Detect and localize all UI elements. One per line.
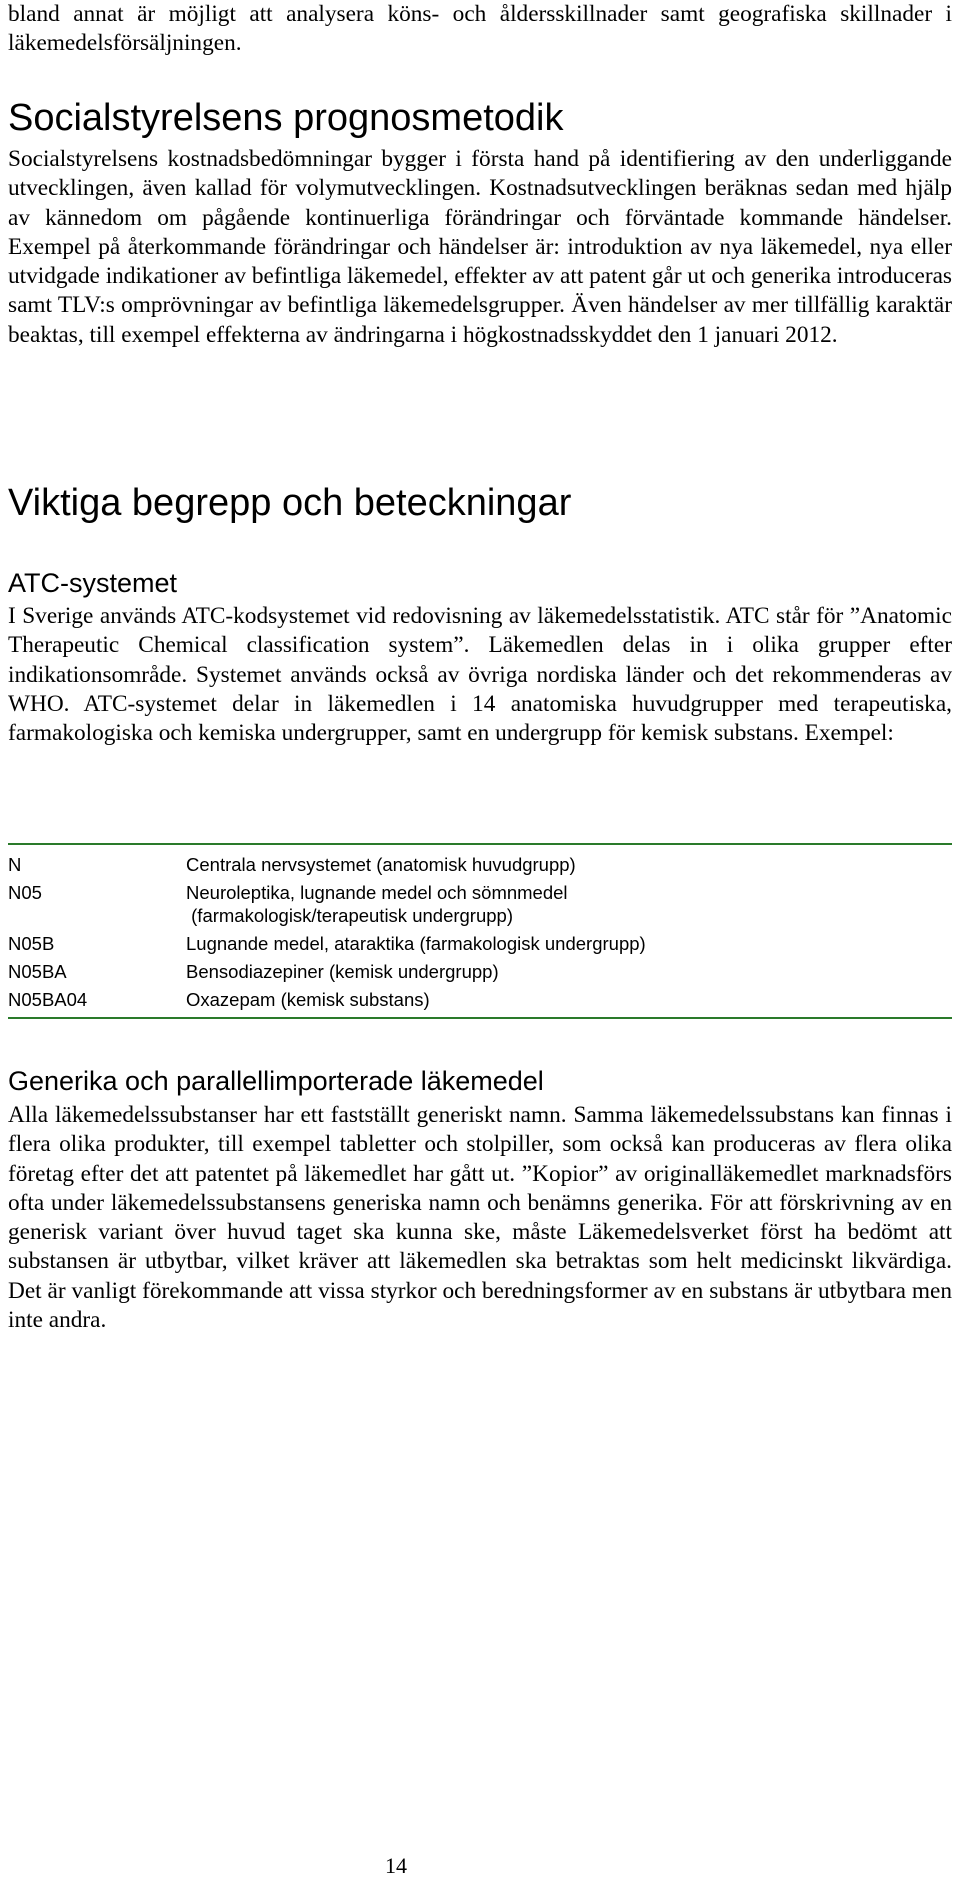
heading-prognosmetodik: Socialstyrelsens prognosmetodik xyxy=(8,97,564,139)
atc-table-row xyxy=(8,853,952,876)
atc-code: N05B xyxy=(8,933,55,954)
atc-code: N05BA04 xyxy=(8,989,88,1010)
atc-description: Bensodiazepiner (kemisk undergrupp) xyxy=(186,961,499,982)
atc-paragraph: I Sverige används ATC-kodsystemet vid redovisning av läkemedelsstatistik. ATC står för ”Anatomic Therapeutic Chemical classification system”. Läkemedlen delas in i olika grupper efter indikationsområde. Systemet används också av övriga nordiska länder och det rekommenderas av WHO. ATC-systemet delar in läkemedlen i 14 anatomiska huvudgrupper med terapeutiska, farmakologiska och kemiska undergrupper, samt en undergrupp för kemisk substans. Exempel: xyxy=(8,603,952,747)
atc-table-row xyxy=(8,881,952,927)
heading-begrepp: Viktiga begrepp och beteckningar xyxy=(8,482,572,524)
atc-table-row xyxy=(8,988,952,1011)
atc-description-line1: Neuroleptika, lugnande medel och sömnmedel xyxy=(186,882,568,903)
generika-paragraph: Alla läkemedelssubstanser har ett fastställt generiskt namn. Samma läkemedelssubstans kan finnas i flera olika produkter, till exempel tabletter och stolpiller, som också kan produceras av flera olika företag efter det att patentet på läkemedlet har gått ut. ”Kopior” av originalläkemedlet marknadsförs ofta under läkemedelssubstansens generiska namn och benämns generika. För att förskrivning av en generisk variant över huvud taget ska kunna ske, måste Läkemedelsverket först ha bedömt att substansen är utbytbar, vilket kräver att läkemedlen ska betraktas som helt medicinskt likvärdiga. Det är vanligt förekommande att vissa styrkor och beredningsformer av en substans är utbytbara men inte andra. xyxy=(8,1102,952,1334)
atc-example-table xyxy=(8,843,952,1019)
intro-paragraph: bland annat är möjligt att analysera köns- och åldersskillnader samt geografiska skillnader i läkemedelsförsäljningen. xyxy=(8,1,952,57)
atc-description: Oxazepam (kemisk substans) xyxy=(186,989,430,1010)
atc-table-row xyxy=(8,960,952,983)
atc-table-row xyxy=(8,932,952,955)
atc-code: N xyxy=(8,854,22,875)
atc-code: N05BA xyxy=(8,961,67,982)
atc-description: Centrala nervsystemet (anatomisk huvudgrupp) xyxy=(186,854,576,875)
heading-generika: Generika och parallellimporterade läkemedel xyxy=(8,1066,544,1096)
atc-description-line2: (farmakologisk/terapeutisk undergrupp) xyxy=(186,905,513,926)
atc-code: N05 xyxy=(8,882,42,903)
page-number: 14 xyxy=(385,1853,407,1878)
atc-description: Lugnande medel, ataraktika (farmakologisk undergrupp) xyxy=(186,933,646,954)
atc-description xyxy=(186,881,952,927)
heading-atc-systemet: ATC-systemet xyxy=(8,568,178,598)
prognosmetodik-paragraph: Socialstyrelsens kostnadsbedömningar bygger i första hand på identifiering av den underliggande utvecklingen, även kallad för volymutvecklingen. Kostnadsutvecklingen beräknas sedan med hjälp av kännedom om pågående kontinuerliga förändringar och förväntade kommande händelser. Exempel på återkommande förändringar och händelser är: introduktion av nya läkemedel, nya eller utvidgade indikationer av befintliga läkemedel, effekter av att patent går ut och generika introduceras samt TLV:s omprövningar av befintliga läkemedelsgrupper. Även händelser av mer tillfällig karaktär beaktas, till exempel effekterna av ändringarna i högkostnadsskyddet den 1 januari 2012. xyxy=(8,146,953,348)
